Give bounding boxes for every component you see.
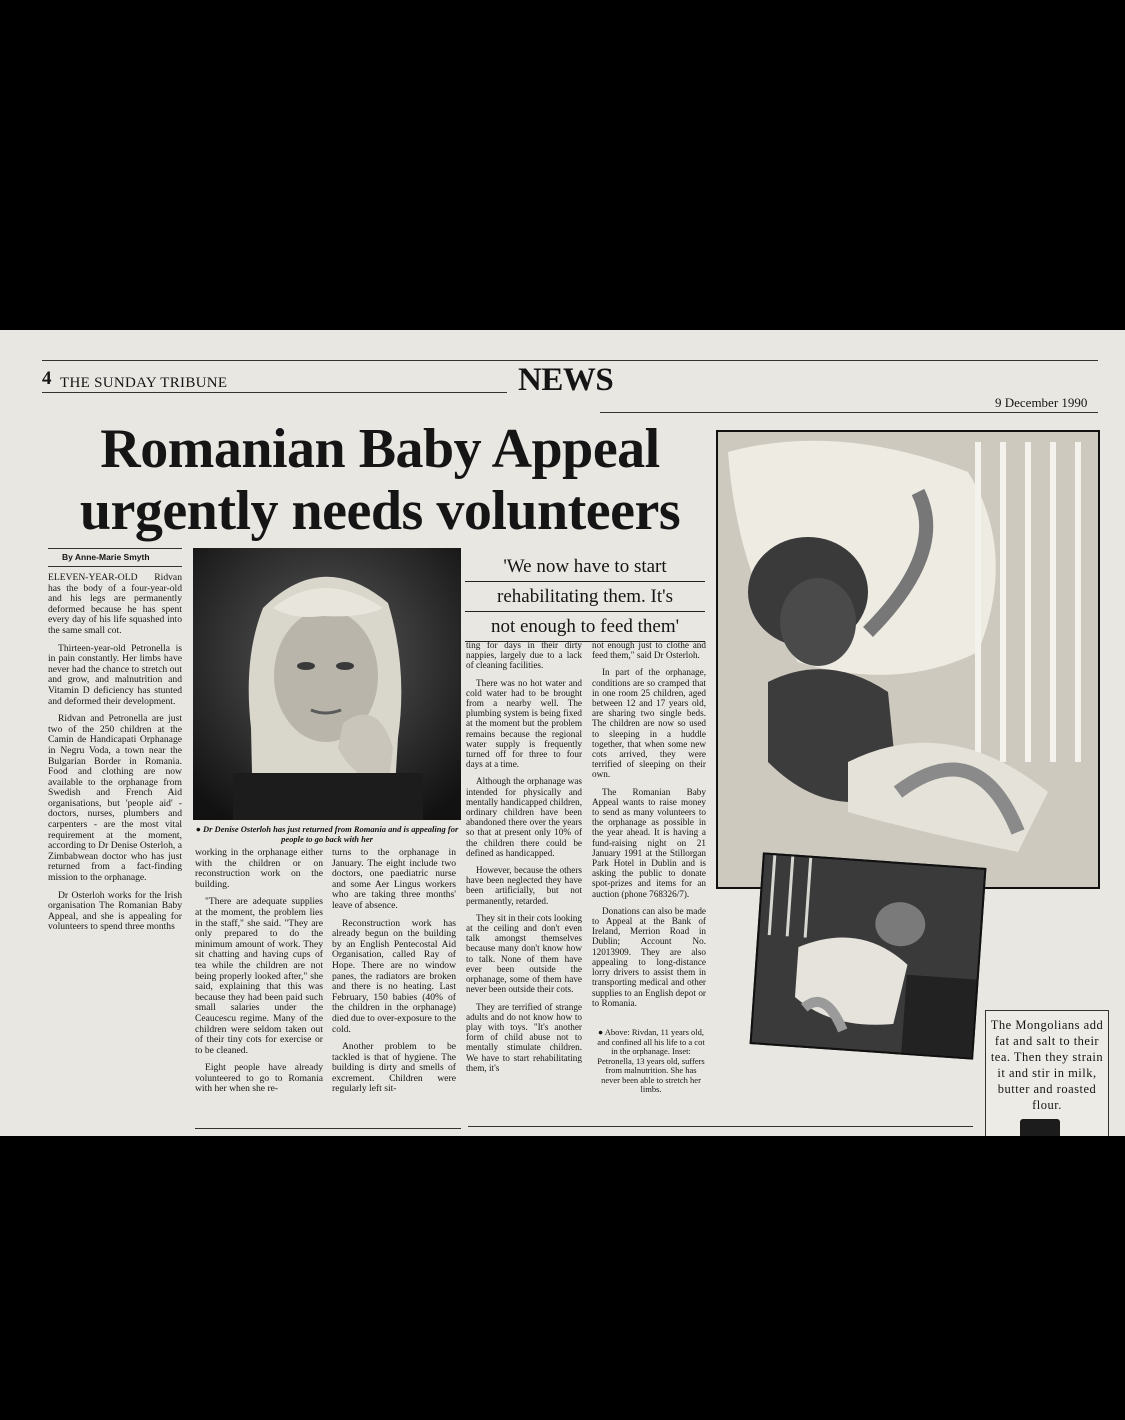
article-column-5 (592, 640, 706, 1015)
sidebar-box (985, 1010, 1109, 1136)
portrait-illustration (193, 548, 461, 820)
top-rule (42, 360, 1098, 361)
headline-line-2: urgently needs volunteers (79, 480, 681, 542)
pull-quote-line-1: 'We now have to start (465, 552, 705, 582)
sidebar-icon (1020, 1119, 1060, 1136)
article-column-4 (466, 640, 582, 1080)
byline-rule-top (48, 548, 182, 549)
paragraph: They are terrified of strange adults and do not know how to play with toys. "It's another form of child abuse not to mentally stimulate children. We have to start rehabilitating them, it's (466, 1001, 582, 1073)
article-column-3 (332, 848, 456, 1102)
headline-line-1: Romanian Baby Appeal (100, 418, 660, 480)
main-photo-illustration (718, 432, 1098, 887)
headline (60, 418, 700, 542)
paragraph: Thirteen-year-old Petronella is in pain constantly. Her limbs have never had the chance to stretch out and grow, and malnutrition and Vitamin D deficiency has stunted and deformed their development. (48, 642, 182, 707)
paragraph: Donations can also be made to Appeal at the Bank of Ireland, Merrion Road in Dublin; Account No. 12013909. They are also appealing to long-distance lorry drivers to assist them in transporting medical and other supplies to an English depot or to Romania. (592, 905, 706, 1008)
bottom-rule-left (195, 1128, 461, 1129)
bottom-rule-right (468, 1126, 973, 1127)
main-photo (716, 430, 1100, 889)
paragraph: working in the orphanage either with the children or on reconstruction work on the building. (195, 847, 323, 890)
masthead-rule-left (42, 392, 507, 393)
paper-name: THE SUNDAY TRIBUNE (60, 375, 228, 391)
inset-photo-illustration (752, 855, 985, 1058)
paragraph: not enough just to clothe and feed them," said Dr Osterloh. (592, 640, 706, 661)
issue-date: 9 December 1990 (995, 395, 1088, 410)
portrait-photo (193, 548, 461, 820)
paragraph: ting for days in their dirty nappies, largely due to a lack of cleaning facilities. (466, 640, 582, 671)
paragraph: Although the orphanage was intended for physically and mentally handicapped children, ordinary children have been abandoned there over the years so that at present only 10% of the children there could be defined as handicapped. (466, 776, 582, 858)
paragraph: Reconstruction work has already begun on the building by an English Pentecostal Aid Organisation, called Ray of Hope. There are no window panes, the radiators are broken and there is no heating. Last February, 150 babies (40% of the children in the orphanage) died due to over-exposure to the cold. (332, 917, 456, 1035)
pull-quote-line-3: not enough to feed them' (465, 612, 705, 642)
portrait-caption: ● Dr Denise Osterloh has just returned from Romania and is appealing for people to go back with her (195, 824, 459, 844)
paragraph: turns to the orphanage in January. The eight include two doctors, one paediatric nurse and some Aer Lingus workers who are taking three months' leave of absence. (332, 847, 456, 911)
paragraph: However, because the others have been neglected they have been artificially, but not permanently, retarded. (466, 865, 582, 906)
byline-rule-bottom (48, 566, 182, 567)
paragraph: Another problem to be tackled is that of hygiene. The building is dirty and smells of excrement. Children were regularly left sit- (332, 1041, 456, 1095)
sidebar-text: The Mongolians add fat and salt to their tea. Then they strain it and stir in milk, butter and roasted flour. (990, 1018, 1104, 1112)
paragraph: There was no hot water and cold water had to be brought from a nearby well. The plumbing system is being fixed at the moment but the problem remains because the regional water supply is frequently turned off for three to four days at a time. (466, 677, 582, 770)
paragraph: ELEVEN-YEAR-OLD Ridvan has the body of a four-year-old and his legs are permanently deformed because he has spent every day of his life squashed into the same small cot. (48, 572, 182, 636)
paragraph: "There are adequate supplies at the moment, the problem lies in the staff," she said. "They are only prepared to do the minimum amount of work. They sit chatting and having cups of tea while the children are not being properly looked after," she said, explaining that this was because they had been paid such small salaries under the Ceaucescu regime. Many of the children were seldom taken out of their tiny cots for exercise or to be cleaned. (195, 896, 323, 1056)
newspaper-page (0, 330, 1125, 1136)
page-number: 4 (42, 368, 52, 389)
section-name: NEWS (518, 362, 614, 398)
pull-quote (465, 552, 705, 642)
masthead-rule-right (600, 412, 1098, 413)
pull-quote-line-2: rehabilitating them. It's (465, 582, 705, 612)
paragraph: Ridvan and Petronella are just two of the 250 children at the Camin de Handicapati Orphanage in Negru Voda, a town near the Bulgarian Border in Romania. Food and clothing are now available to the orphanage from Swedish and French Aid organisations, but 'people aid' - doctors, nurses, plumbers and carpenters - are the most vital requirement at the moment, according to Dr Denise Osterloh, a Zimbabwean doctor who has just returned from a fact-finding mission to the orphanage. (48, 713, 182, 884)
article-column-2 (195, 848, 323, 1102)
paragraph: They sit in their cots looking at the ceiling and don't even talk amongst themselves because many don't know how to talk. None of them have ever been outside the orphanage, some of them have never been outside their cots. (466, 912, 582, 995)
byline: By Anne-Marie Smyth (62, 552, 150, 562)
paragraph: Dr Osterloh works for the Irish organisation The Romanian Baby Appeal, and she is appealing for volunteers to spend three months (48, 889, 182, 933)
paragraph: In part of the orphanage, conditions are so cramped that in one room 25 children, aged between 12 and 17 years old, are sharing two single beds. The children are now so used to sleeping in a huddle together, that when some new cots arrived, they were terrified of sleeping on their own. (592, 667, 706, 780)
photo-caption: ● Above: Rivdan, 11 years old, and confined all his life to a cot in the orphanage. Inset: Petronella, 13 years old, suffers from malnutrition. She has never been able to stretch her limbs. (597, 1027, 705, 1094)
paragraph: The Romanian Baby Appeal wants to raise money to send as many volunteers to the orphanage as possible in the year ahead. It is having a fund-raising night on 21 January 1991 at the Stillorgan Park Hotel in Dublin and is asking the public to donate spot-prizes and items for an auction (phone 768326/7). (592, 786, 706, 899)
article-column-1 (48, 573, 182, 940)
paragraph: Eight people have already volunteered to go to Romania with her when she re- (195, 1062, 323, 1095)
inset-photo (750, 852, 987, 1059)
